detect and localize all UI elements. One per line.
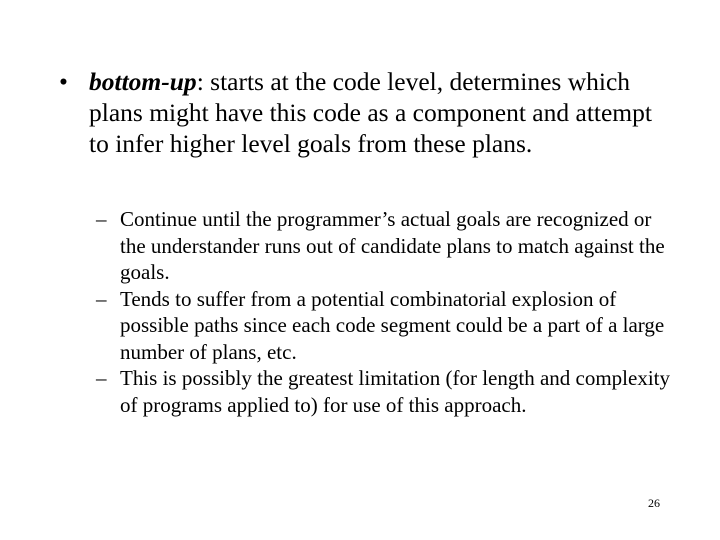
sub-bullet-item — [96, 286, 676, 366]
sub-bullet-item — [96, 206, 676, 286]
page-number: 26 — [648, 496, 660, 510]
main-bullet — [59, 66, 659, 159]
bullet-marker: • — [59, 67, 68, 96]
dash-marker: – — [96, 366, 107, 390]
main-bullet-text — [89, 66, 659, 159]
bullet-description: : starts at the code level, determines which plans might have this code as a component and attempt to infer higher level goals from these plans. — [89, 67, 652, 158]
sub-bullet-text: Continue until the programmer’s actual goals are recognized or the understander runs out of candidate plans to match against the goals. — [120, 207, 665, 284]
dash-marker: – — [96, 207, 107, 231]
bullet-term: bottom-up — [89, 67, 197, 96]
sub-bullet-item — [96, 365, 676, 418]
sub-bullet-text: This is possibly the greatest limitation (for length and complexity of programs applied to) for use of this approach. — [120, 366, 670, 417]
dash-marker: – — [96, 286, 107, 311]
sub-bullet-list — [96, 206, 676, 418]
sub-bullet-text: Tends to suffer from a potential combinatorial explosion of possible paths since each code segment could be a part of a large number of plans, etc. — [120, 286, 665, 364]
